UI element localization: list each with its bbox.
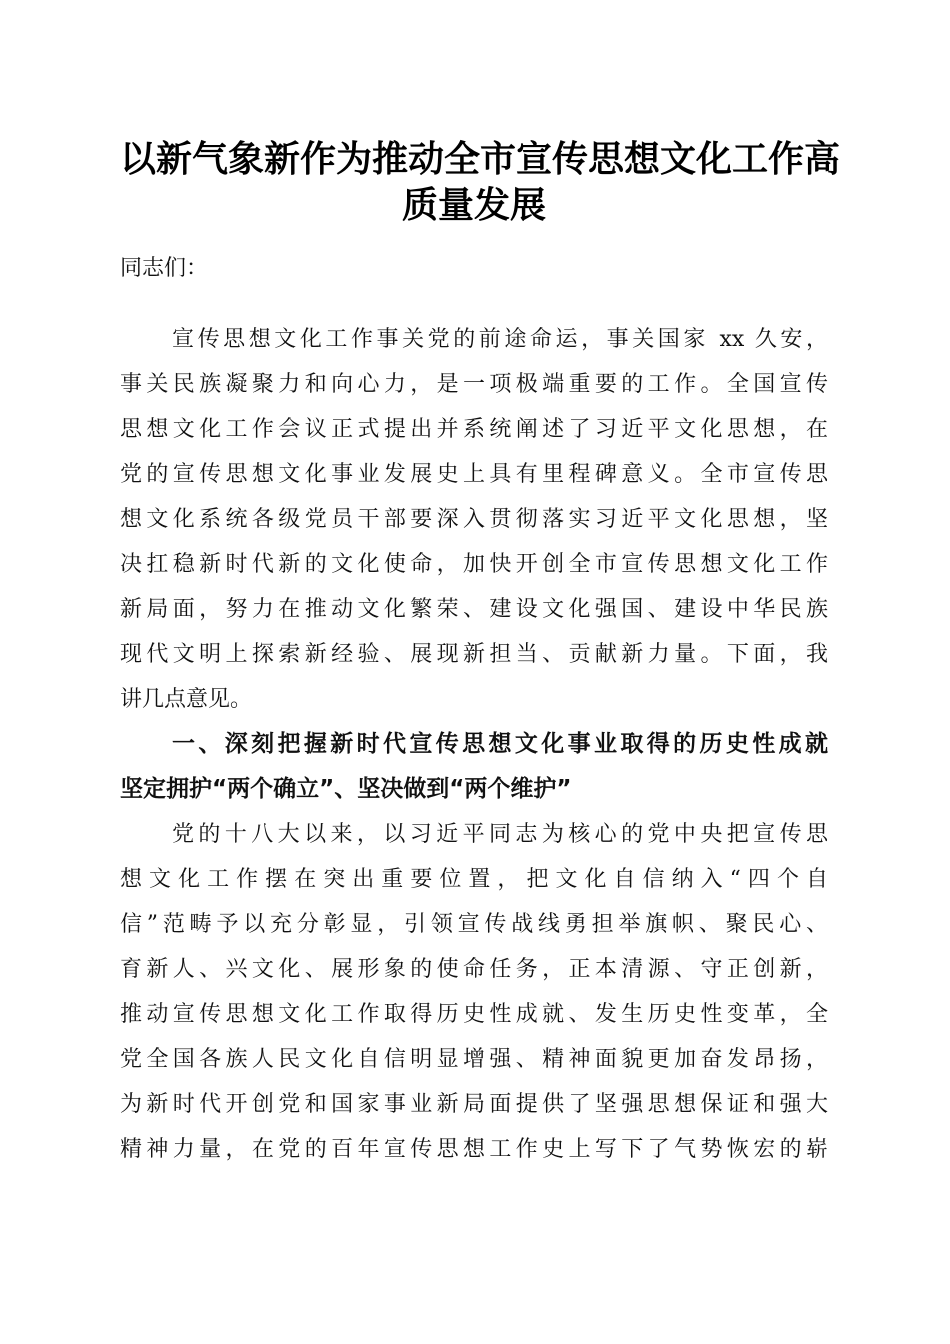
text-line: 党的十八大以来，以习近平同志为核心的党中央把宣传思: [172, 822, 828, 847]
text-line: 想文化系统各级党员干部要深入贯彻落实习近平文化思想，坚: [120, 507, 828, 532]
paragraph-2: [120, 812, 828, 1172]
text-line: 讲几点意见。: [120, 687, 253, 712]
text-line: 推动宣传思想文化工作取得历史性成就、发生历史性变革，全: [120, 1002, 828, 1027]
paragraph-1: [120, 317, 828, 722]
text-line: 为新时代开创党和国家事业新局面提供了坚强思想保证和强大: [120, 1092, 828, 1117]
text-line: 党全国各族人民文化自信明显增强、精神面貌更加奋发昂扬，: [120, 1047, 828, 1072]
text-line: 党的宣传思想文化事业发展史上具有里程碑意义。全市宣传思: [120, 462, 828, 487]
section-heading-1: [120, 722, 828, 812]
text-line: 想文化工作摆在突出重要位置，把文化自信纳入“四个自: [120, 867, 828, 892]
text-line: 事关民族凝聚力和向心力，是一项极端重要的工作。全国宣传: [120, 372, 828, 397]
text-line: 新局面，努力在推动文化繁荣、建设文化强国、建设中华民族: [120, 597, 828, 622]
text-line: 育新人、兴文化、展形象的使命任务，正本清源、守正创新，: [120, 957, 828, 982]
heading-line: 坚定拥护“两个确立”、坚决做到“两个维护”: [120, 776, 572, 802]
title-line: 质量发展: [401, 184, 546, 226]
text-line: 决扛稳新时代新的文化使命，加快开创全市宣传思想文化工作: [120, 552, 828, 577]
text-line: 信”范畴予以充分彰显，引领宣传战线勇担举旗帜、聚民心、: [120, 912, 828, 937]
salutation: 同志们：: [120, 256, 209, 281]
text-line: 现代文明上探索新经验、展现新担当、贡献新力量。下面，我: [120, 642, 828, 667]
text-line: 精神力量，在党的百年宣传思想工作史上写下了气势恢宏的崭: [120, 1137, 828, 1162]
heading-line: 一、深刻把握新时代宣传思想文化事业取得的历史性成就: [172, 731, 828, 757]
text-line: 宣传思想文化工作事关党的前途命运，事关国家 xx 久安，: [172, 327, 828, 352]
text-line: 思想文化工作会议正式提出并系统阐述了习近平文化思想，在: [120, 417, 828, 442]
document-title: [120, 136, 841, 228]
title-line: 以新气象新作为推动全市宣传思想文化工作高: [120, 138, 841, 180]
